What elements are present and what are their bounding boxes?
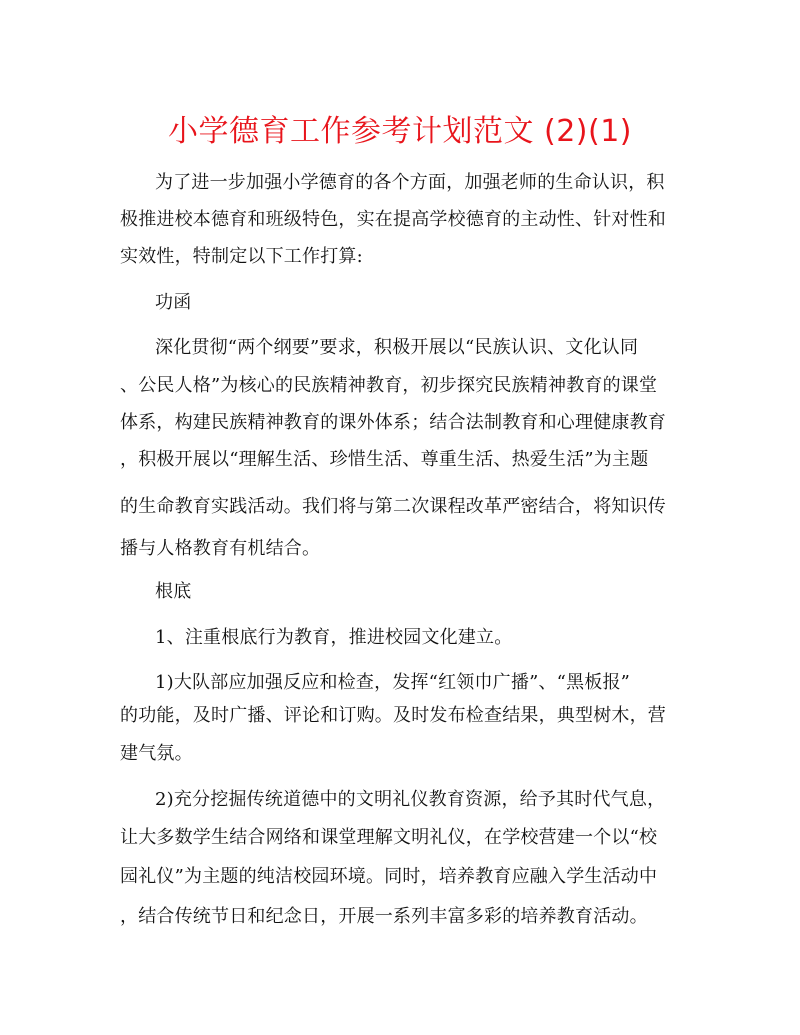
section-heading: 功函 [155, 292, 192, 313]
body-line: 让大多数学生结合网络和课堂理解文明礼仪，在学校营建一个以“校 [120, 827, 658, 848]
body-line: 的功能，及时广播、评论和订购。及时发布检查结果，典型树木，营 [120, 705, 666, 726]
body-line: 实效性，特制定以下工作打算: [120, 246, 363, 267]
body-line: ，结合传统节日和纪念日，开展一系列丰富多彩的培养教育活动。 [120, 906, 648, 927]
section-heading: 根底 [155, 581, 192, 602]
body-line: 2)充分挖掘传统道德中的文明礼仪教育资源，给予其时代气息， [155, 789, 666, 810]
body-line: 1、注重根底行为教育，推进校园文化建立。 [155, 627, 513, 648]
body-line: 园礼仪”为主题的纯洁校园环境。同时，培养教育应融入学生活动中 [120, 866, 658, 887]
body-line: 体系，构建民族精神教育的课外体系；结合法制教育和心理健康教育 [120, 412, 666, 433]
body-line: ，积极开展以“理解生活、珍惜生活、尊重生活、热爱生活”为主题 [120, 449, 649, 470]
body-line: 播与人格教育有机结合。 [120, 538, 321, 559]
body-line: 深化贯彻“两个纲要”要求，积极开展以“民族认识、文化认同 [155, 337, 639, 358]
body-line: 为了进一步加强小学德育的各个方面，加强老师的生命认识，积 [155, 172, 665, 193]
body-line: 极推进校本德育和班级特色，实在提高学校德育的主动性、针对性和 [120, 209, 666, 230]
body-line: 、公民人格”为核心的民族精神教育，初步探究民族精神教育的课堂 [120, 375, 658, 396]
body-line: 1)大队部应加强反应和检查，发挥“红领巾广播”、“黑板报” [155, 672, 631, 693]
body-line: 建气氛。 [120, 743, 193, 764]
document-title: 小学德育工作参考计划范文 (2)(1) [167, 114, 633, 149]
body-line: 的生命教育实践活动。我们将与第二次课程改革严密结合，将知识传 [120, 496, 666, 517]
